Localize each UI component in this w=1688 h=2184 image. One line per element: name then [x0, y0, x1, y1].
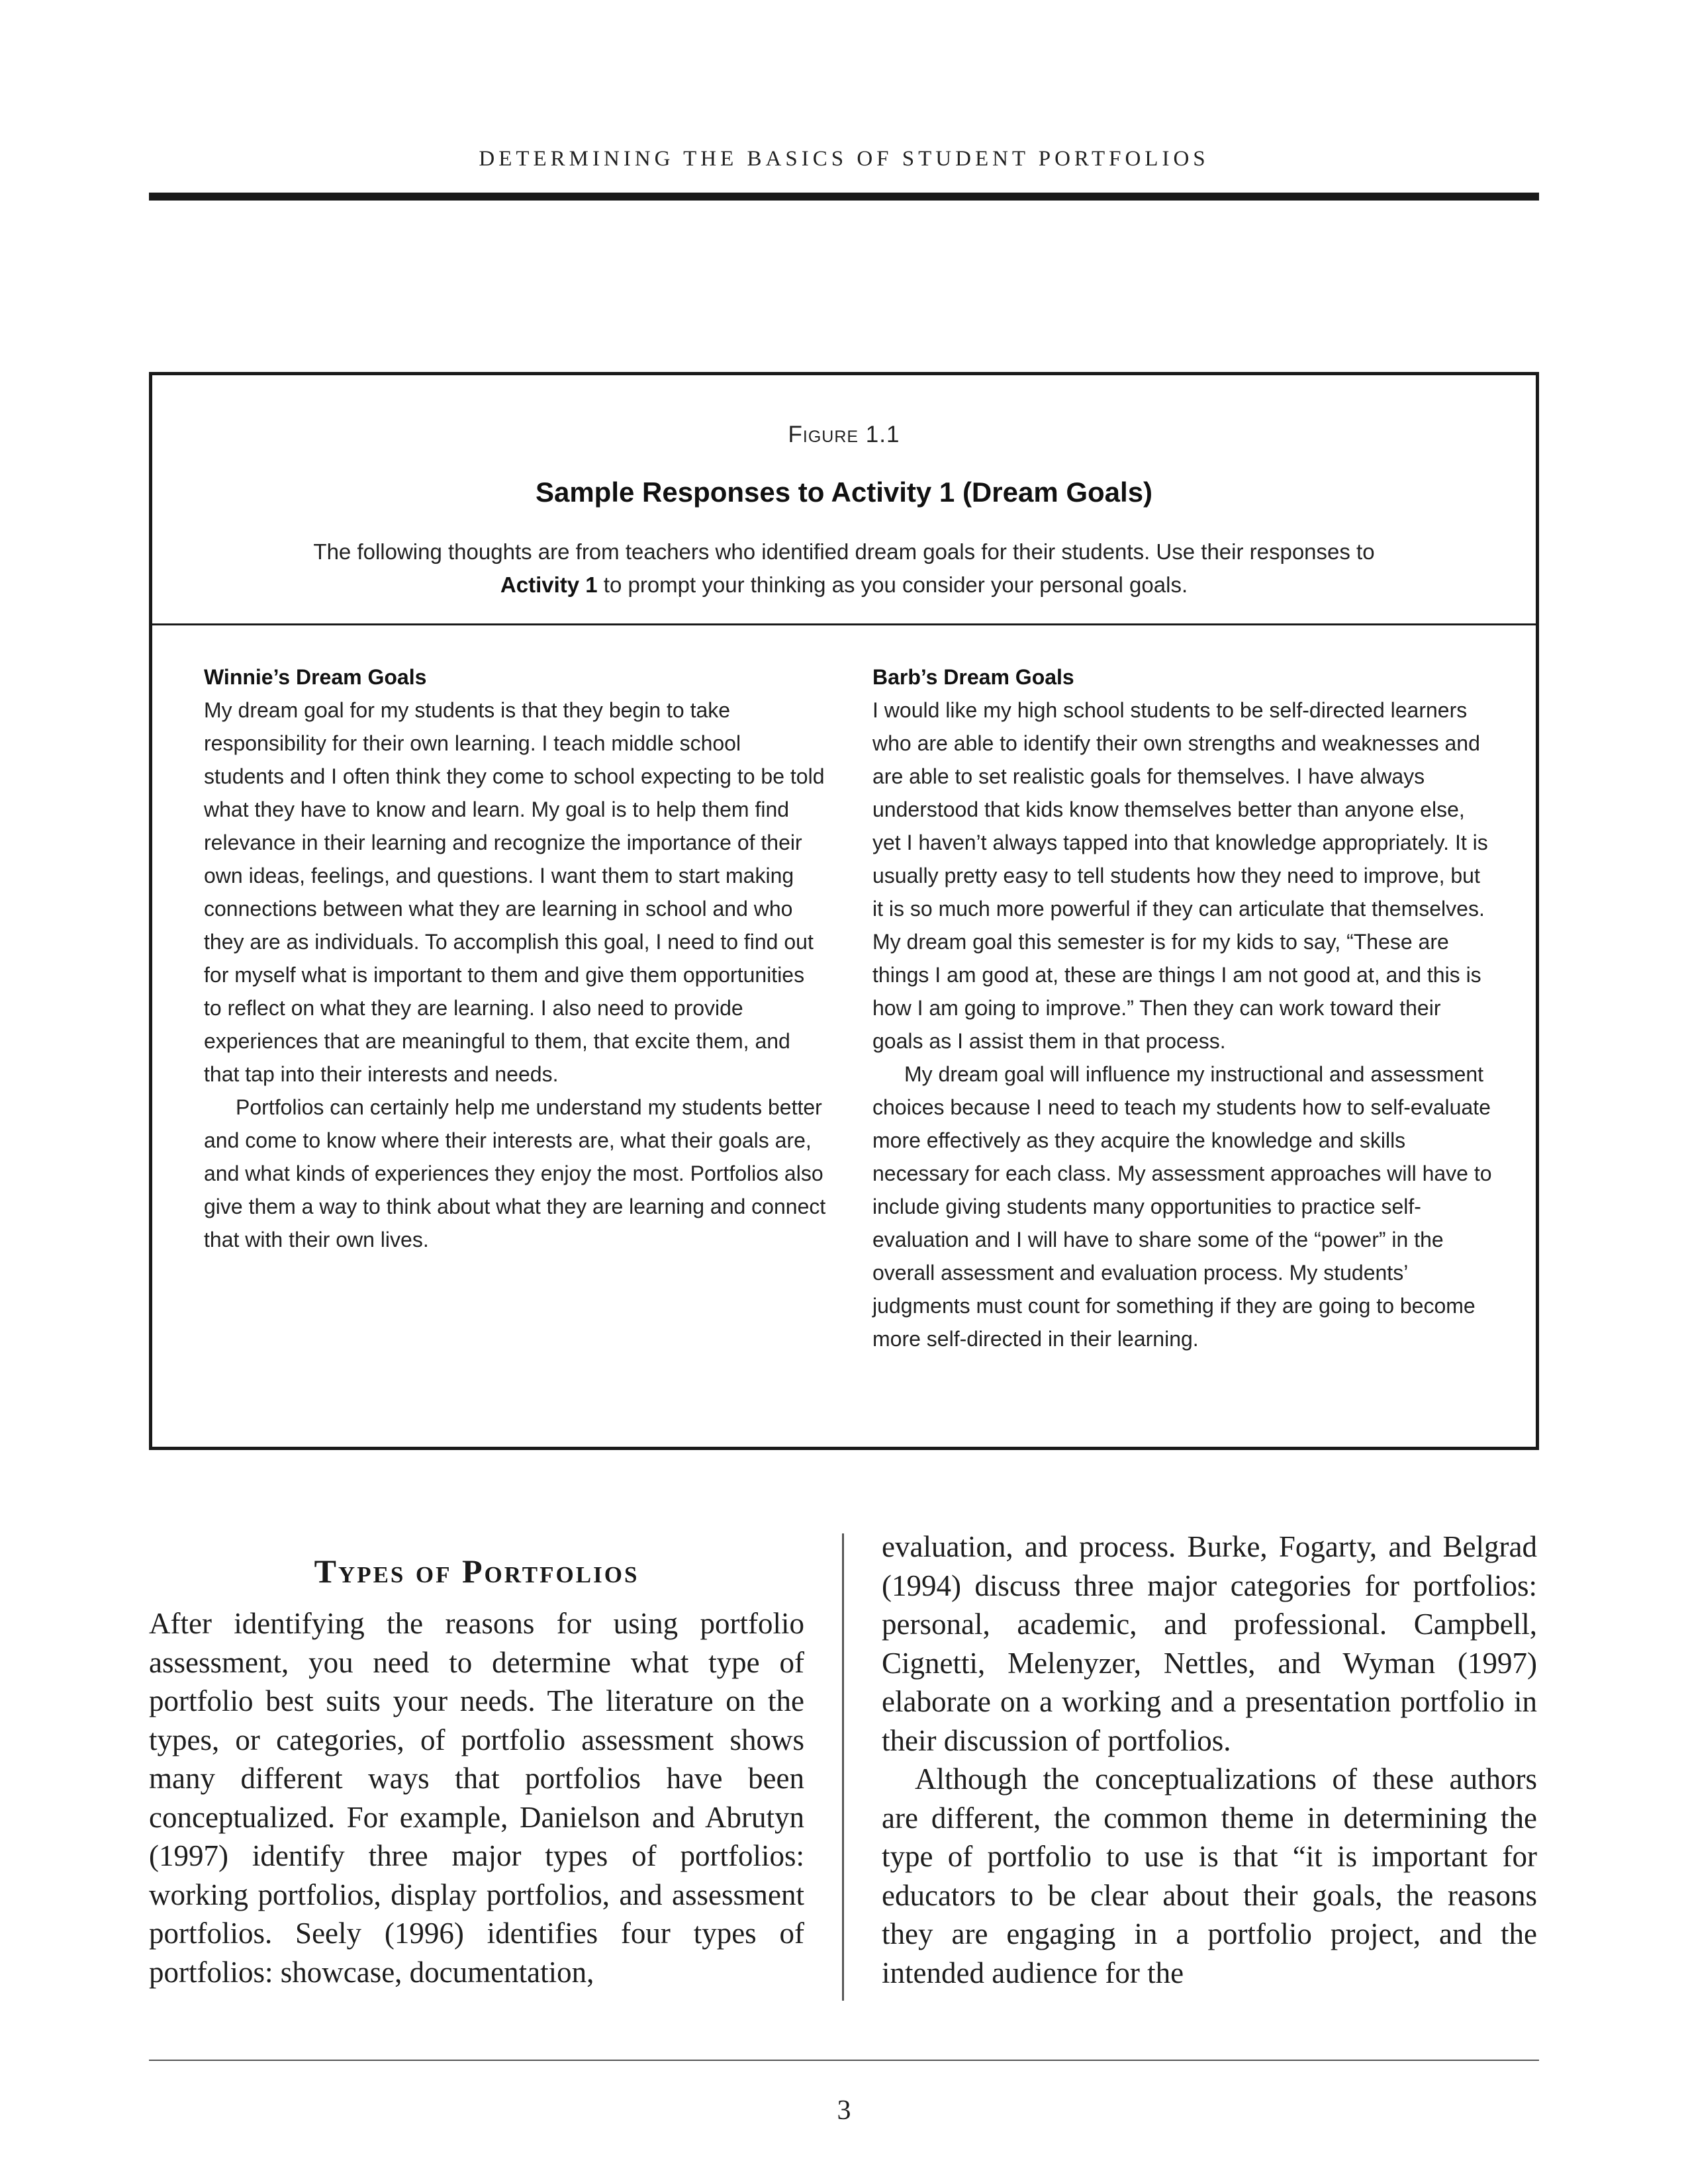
winnie-paragraph-2: Portfolios can certainly help me understand my students better and come to know where their interests are, what their goals are, and what kinds of experiences they enjoy the most. Portfolios also give them a way to think about what they are learning and connect that with their own lives. — [204, 1095, 826, 1251]
figure-header — [152, 375, 1536, 625]
body-column-right — [882, 1527, 1537, 1992]
footer-rule — [149, 2060, 1539, 2061]
winnie-paragraph-1: My dream goal for my students is that they begin to take responsibility for their own learning. I teach middle school students and I often think they come to school expecting to be told what they have to know and learn. My goal is to help them find relevance in their learning and recognize the importance of their own ideas, feelings, and questions. I want them to start making connections between what they are learning in school and who they are as individuals. To accomplish this goal, I need to find out for myself what is important to them and give them opportunities to reflect on what they are learning. I also need to provide experiences that are meaningful to them, that excite them, and that tap into their interests and needs. — [204, 698, 825, 1086]
column-divider — [842, 1533, 844, 2001]
page-number: 3 — [837, 2095, 851, 2126]
body-column-left — [149, 1604, 804, 1991]
barb-paragraph-1: I would like my high school students to be self-directed learners who are able to identify their own strengths and weaknesses and are able to set realistic goals for themselves. I have always understood that kids know themselves better than anyone else, yet I haven’t always tapped into that knowledge appropriately. It is usually pretty easy to tell students how they need to improve, but it is so much more powerful if they can articulate that themselves. My dream goal this semester is for my kids to say, “These are things I am good at, these are things I am not good at, and this is how I am going to improve.” Then they can work toward their goals as I assist them in that process. — [872, 698, 1488, 1053]
header-rule — [149, 193, 1539, 201]
body-paragraph: Although the conceptualizations of these authors are different, the common theme in determining the type of portfolio to use is that “it is important for educators to be clear about their goals, the reasons they are engaging in a portfolio project, and the intended audience for the — [882, 1762, 1537, 1989]
barb-dream-goals — [872, 660, 1495, 1355]
figure-label: Figure 1.1 — [788, 422, 900, 447]
section-heading: Types of Portfolios — [314, 1553, 639, 1590]
figure-intro-text-end: to prompt your thinking as you consider your personal goals. — [597, 572, 1188, 597]
body-paragraph: After identifying the reasons for using portfolio assessment, you need to determine what type of portfolio best suits your needs. The literature on the types, or categories, of portfolio assessment shows many different ways that portfolios have been conceptualized. For example, Danielson and Abrutyn (1997) identify three major types of portfolios: working portfolios, display portfolios, and assessment portfolios. Seely (1996) identifies four types of portfolios: showcase, documentation, — [149, 1607, 804, 1989]
barb-heading: Barb’s Dream Goals — [872, 665, 1074, 689]
winnie-dream-goals — [204, 660, 826, 1256]
body-paragraph: evaluation, and process. Burke, Fogarty, and Belgrad (1994) discuss three major categories for portfolios: personal, academic, and professional. Campbell, Cignetti, Melenyzer, Nettles, and Wyman (1997) elaborate on a working and a presentation portfolio in their discussion of portfolios. — [882, 1530, 1537, 1757]
figure-box — [149, 372, 1539, 1450]
winnie-heading: Winnie’s Dream Goals — [204, 665, 427, 689]
figure-intro — [285, 535, 1403, 602]
running-header: DETERMINING THE BASICS OF STUDENT PORTFOLIOS — [479, 147, 1209, 171]
figure-intro-activity: Activity 1 — [500, 572, 598, 597]
figure-intro-text: The following thoughts are from teachers who identified dream goals for their students. Use their responses to — [313, 539, 1375, 564]
figure-title: Sample Responses to Activity 1 (Dream Goals) — [535, 477, 1153, 508]
barb-paragraph-2: My dream goal will influence my instructional and assessment choices because I need to teach my students how to self-evaluate more effectively as they acquire the knowledge and skills necessary for each class. My assessment approaches will have to include giving students many opportunities to practice self-evaluation and I will have to share some of the “power” in the overall assessment and evaluation process. My students’ judgments must count for something if they are going to become more self-directed in their learning. — [872, 1062, 1492, 1351]
